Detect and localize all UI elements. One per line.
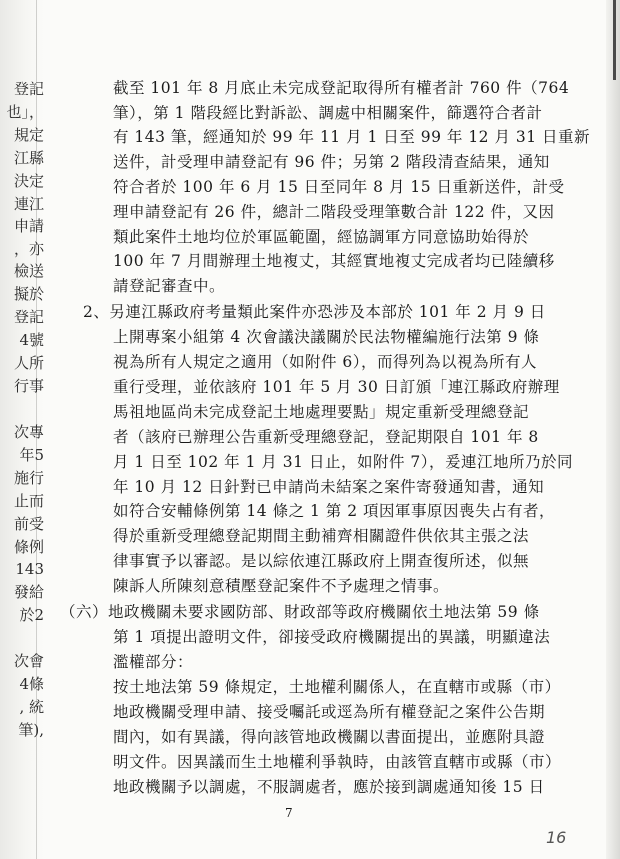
body-line: 間內，如有異議，得向該管地政機關以書面提出，並應附具證	[113, 728, 546, 746]
body-line: 視為所有人規定之適用（如附件 6），而得列為以視為所有人	[113, 353, 538, 371]
left-margin-fragment: 4條	[19, 675, 44, 693]
body-line: 者（該府已辦理公告重新受理總登記，登記期限自 101 年 8	[113, 428, 539, 446]
body-line: 截至 101 年 8 月底止未完成登記取得所有權者計 760 件（764	[113, 79, 570, 97]
body-line: 得於重新受理總登記期間主動補齊相關證件供依其主張之法	[113, 527, 530, 545]
right-page-edge	[606, 0, 620, 859]
body-line: 如符合安輔條例第 14 條之 1 第 2 項因軍事原因喪失占有者，	[113, 502, 556, 520]
left-margin-fragment: 年5	[19, 446, 44, 464]
body-line: 濫權部分：	[113, 653, 194, 671]
body-line: 律事實予以審認。是以綜依連江縣政府上開查復所述，似無	[113, 552, 530, 570]
body-line: 類此案件土地均位於軍區範圍，經協調軍方同意協助始得於	[113, 228, 530, 246]
body-line: 地政機關受理申請、接受囑託或逕為所有權登記之案件公告期	[113, 703, 546, 721]
body-line: 地政機關予以調處，不服調處者，應於接到調處通知後 15 日	[113, 778, 545, 796]
left-margin-fragment: 施行	[13, 469, 44, 487]
left-margin-fragment: 4號	[19, 331, 44, 349]
left-margin-fragment: 登記	[13, 308, 44, 326]
left-margin-fragment: 條例	[13, 538, 44, 556]
page-number: 7	[285, 806, 293, 820]
body-line: （六）地政機關未要求國防部、財政部等政府機關依土地法第 59 條	[60, 603, 540, 621]
body-line: 送件，計受理申請登記有 96 件；另第 2 階段清查結果，通知	[113, 153, 550, 171]
body-line: 月 1 日至 102 年 1 月 31 日止，如附件 7），爰連江地所乃於同	[113, 453, 573, 471]
left-margin-fragment: 行事	[13, 377, 44, 395]
body-line: 上開專案小組第 4 次會議決議關於民法物權編施行法第 9 條	[113, 328, 540, 346]
left-margin-fragment: 連江	[13, 195, 44, 213]
left-margin-fragment: 江縣	[13, 149, 44, 167]
left-margin-fragment: 於2	[19, 606, 44, 624]
left-margin-fragment: 發給	[13, 583, 44, 601]
body-line: 按土地法第 59 條規定，土地權利關係人，在直轄市或縣（市）	[113, 678, 561, 696]
left-margin-fragment: 決定	[13, 172, 44, 190]
left-margin-fragment: ，亦	[13, 240, 44, 258]
left-margin-fragment: 次專	[13, 423, 44, 441]
left-margin-fragment: 人所	[13, 354, 44, 372]
left-margin-fragment: 擬於	[13, 285, 44, 303]
body-line: 理申請登記有 26 件，總計二階段受理筆數合計 122 件，又因	[113, 203, 555, 221]
body-line: 重行受理，並依該府 101 年 5 月 30 日訂頒「連江縣政府辦理	[113, 378, 560, 396]
body-line: 明文件。因異議而生土地權利爭執時，由該管直轄市或縣（市）	[113, 753, 562, 771]
body-line: 有 143 筆，經通知於 99 年 11 月 1 日至 99 年 12 月 31 日重新	[113, 128, 591, 146]
left-margin-fragment: 前受	[13, 515, 44, 533]
body-line: 筆），第 1 階段經比對訴訟、調處中相關案件，篩選符合者計	[113, 104, 543, 122]
body-line: 陳訴人所陳刻意積壓登記案件不予處理之情事。	[113, 577, 450, 595]
body-line: 符合者於 100 年 6 月 15 日至同年 8 月 15 日重新送件，計受	[113, 178, 565, 196]
left-margin-fragment: 規定	[13, 126, 44, 144]
left-margin-fragment: 143	[15, 560, 44, 578]
handwritten-page-mark: 16	[546, 828, 567, 847]
left-margin-fragment: , 統	[19, 698, 44, 716]
body-line: 100 年 7 月間辦理土地複丈，其經實地複丈完成者均已陸續移	[113, 252, 555, 270]
left-margin-fragment: 筆),	[18, 721, 44, 739]
left-margin-fragment: 檢送	[13, 262, 44, 280]
body-line: 2、另連江縣政府考量類此案件亦恐涉及本部於 101 年 2 月 9 日	[83, 303, 546, 321]
left-margin-fragment: 也」，	[6, 103, 44, 121]
body-line: 年 10 月 12 日針對已申請尚未結案之案件寄發通知書，通知	[113, 478, 545, 496]
right-edge-mark	[613, 0, 616, 80]
left-margin-fragment: 止而	[13, 492, 44, 510]
body-line: 第 1 項提出證明文件，卻接受政府機關提出的異議，明顯違法	[113, 628, 551, 646]
body-line: 馬祖地區尚未完成登記土地處理要點」規定重新受理總登記	[113, 403, 530, 421]
body-line: 請登記審查中。	[113, 277, 226, 295]
left-margin-fragment: 申請	[13, 217, 44, 235]
left-margin-fragment: 次會	[13, 652, 44, 670]
left-margin-fragment: 登記	[13, 80, 44, 98]
